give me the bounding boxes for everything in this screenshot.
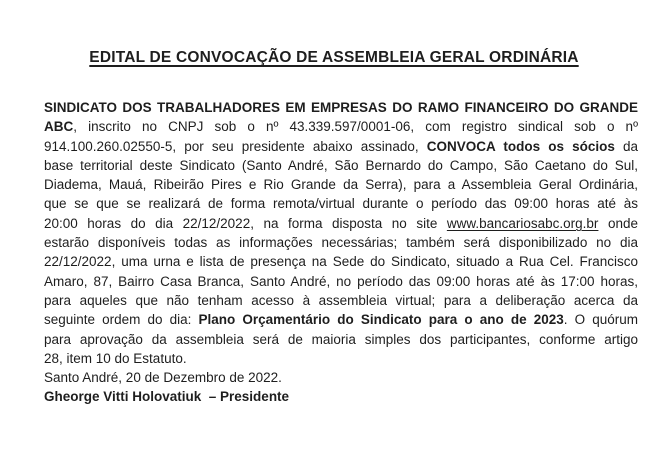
paragraph-line	[44, 272, 638, 291]
text-segment: CONVOCA todos os sócios	[426, 138, 615, 154]
text-segment: que se que se realizará de forma remota/virtual durante o período das 09:00 horas até às	[44, 196, 638, 212]
paragraph-line	[44, 137, 638, 156]
text-segment: Plano Orçamentário do Sindicato para o ano de 2023	[198, 312, 564, 328]
paragraph-line	[44, 175, 638, 194]
paragraph-line	[44, 156, 638, 175]
paragraph-line	[44, 291, 638, 310]
text-segment: Amaro, 87, Bairro Casa Branca, Santo André, no período das 09:00 horas até às 17:00 horas,	[44, 273, 638, 289]
paragraph-line	[44, 194, 638, 213]
text-segment: SINDICATO DOS TRABALHADORES EM EMPRESAS DO RAMO FINANCEIRO DO GRANDE	[44, 100, 638, 115]
text-segment: . O quórum	[563, 312, 638, 328]
document-body	[44, 98, 638, 407]
paragraph-line	[44, 117, 638, 136]
paragraph-line	[44, 368, 638, 387]
text-segment: ABC	[44, 119, 74, 135]
text-segment: seguinte ordem do dia:	[44, 312, 199, 328]
text-segment: para aprovação da assembleia será de maioria simples dos participantes, conforme artigo	[44, 331, 638, 347]
paragraph-line	[44, 310, 638, 329]
text-segment: Gheorge Vitti Holovatiuk – Presidente	[44, 389, 290, 405]
paragraph-line	[44, 387, 638, 406]
paragraph-line	[44, 330, 638, 349]
text-segment: base territorial deste Sindicato (Santo André, São Bernardo do Campo, São Caetano do Sul,	[44, 157, 638, 173]
text-segment: estarão disponíveis todas as informações necessárias; também será disponibilizado no dia	[44, 235, 638, 251]
text-segment: Santo André, 20 de Dezembro de 2022.	[44, 370, 282, 386]
text-segment: 20:00 horas do dia 22/12/2022, na forma disposta no site	[44, 215, 447, 231]
website-link[interactable]: www.bancariosabc.org.br	[446, 215, 599, 231]
text-segment: para aqueles que não tenham acesso à assembleia virtual; para a deliberação acerca da	[44, 292, 638, 308]
text-segment: 28, item 10 do Estatuto.	[44, 350, 187, 366]
text-segment: Diadema, Mauá, Ribeirão Pires e Rio Grande da Serra), para a Assembleia Geral Ordinária,	[44, 177, 638, 193]
paragraph-line	[44, 233, 638, 252]
page-title	[0, 49, 668, 67]
text-segment: 22/12/2022, uma urna e lista de presença na Sede do Sindicato, situado a Rua Cel. Francisco	[44, 254, 638, 270]
page-title-text: EDITAL DE CONVOCAÇÃO DE ASSEMBLEIA GERAL ORDINÁRIA	[89, 49, 579, 66]
text-segment: onde	[598, 215, 638, 231]
text-segment: 914.100.260.02550-5, por seu presidente abaixo assinado,	[44, 138, 427, 154]
paragraph-line	[44, 98, 638, 117]
paragraph-line	[44, 214, 638, 233]
paragraph-line	[44, 252, 638, 271]
text-segment: , inscrito no CNPJ sob o nº 43.339.597/0001-06, com registro sindical sob o nº	[73, 119, 638, 135]
text-segment: da	[614, 138, 638, 154]
paragraph-line	[44, 349, 638, 368]
